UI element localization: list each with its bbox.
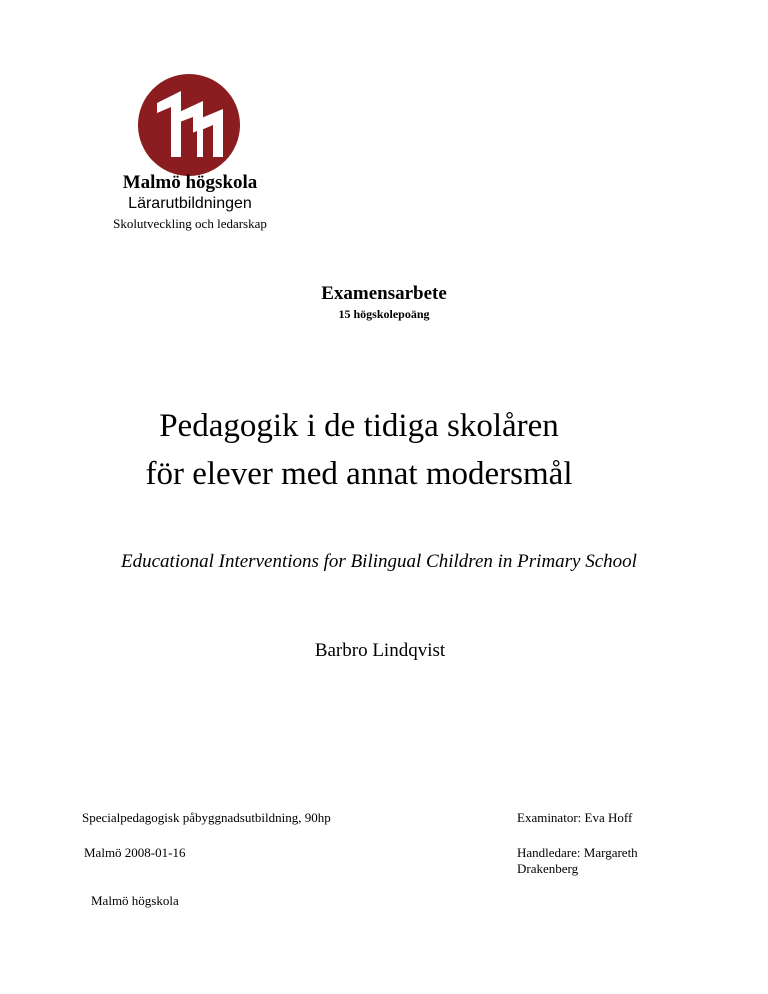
thesis-subtitle: Educational Interventions for Bilingual Children in Primary School xyxy=(121,551,637,572)
credits-label: 15 högskolepoäng xyxy=(338,307,430,321)
footer-program: Specialpedagogisk påbyggnadsutbildning, 90hp xyxy=(82,810,331,825)
institution-name: Malmö högskola xyxy=(122,172,258,193)
thesis-title-line-1: Pedagogik i de tidiga skolåren xyxy=(159,408,559,444)
document-type: Examensarbete xyxy=(321,283,447,304)
footer-date: Malmö 2008-01-16 xyxy=(84,845,186,860)
footer-examiner: Examinator: Eva Hoff xyxy=(517,810,633,825)
footer-institution: Malmö högskola xyxy=(91,893,179,908)
author-name: Barbro Lindqvist xyxy=(314,640,446,661)
program-name: Skolutveckling och ledarskap xyxy=(113,216,267,231)
footer-supervisor: Handledare: Margareth Drakenberg xyxy=(517,845,638,876)
thesis-title-line-2: för elever med annat modersmål xyxy=(145,456,573,492)
malmo-hogskola-logo-icon xyxy=(137,73,241,177)
department-name: Lärarutbildningen xyxy=(128,195,252,212)
